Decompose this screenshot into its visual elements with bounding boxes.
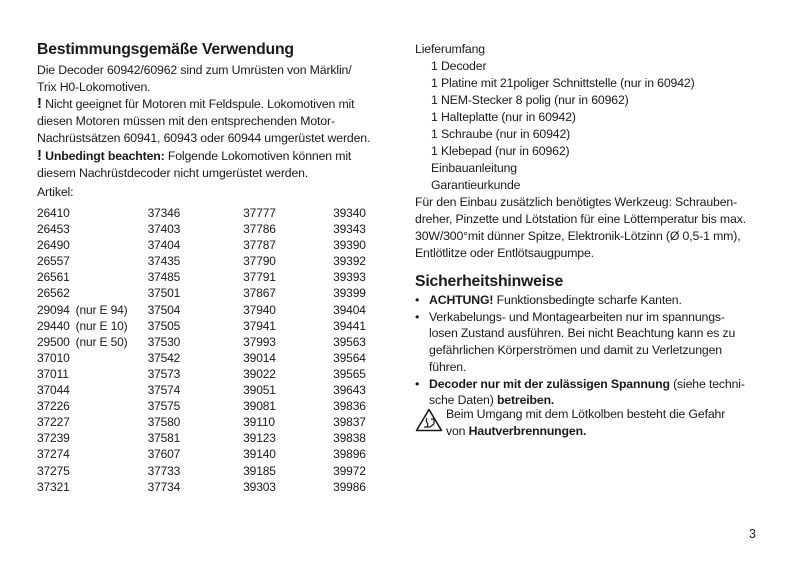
scope-item: 1 NEM-Stecker 8 polig (nur in 60962) <box>431 93 629 107</box>
scope-heading: Lieferumfang <box>415 42 485 56</box>
article-number: 39051 <box>243 383 276 398</box>
article-cell <box>333 382 382 398</box>
note-line: diesem Nachrüstdecoder nicht umgerüstet werden. <box>37 166 309 180</box>
article-number: 37993 <box>243 334 276 349</box>
article-number: 37733 <box>147 463 181 478</box>
article-cell <box>333 446 382 462</box>
article-cell <box>37 269 148 285</box>
note-attention <box>37 148 351 165</box>
article-number: 29500 <box>37 334 70 349</box>
table-row <box>37 382 382 398</box>
article-cell <box>333 318 382 334</box>
article-number: 37485 <box>147 270 181 285</box>
article-number: 39340 <box>333 206 366 220</box>
article-cell <box>37 302 148 318</box>
article-number: 37505 <box>147 318 181 333</box>
list-item <box>415 376 770 409</box>
article-cell <box>243 334 333 350</box>
bullet: • <box>415 309 420 324</box>
article-cell <box>37 366 148 382</box>
bullet: • <box>415 293 420 307</box>
article-number: 37867 <box>243 286 276 301</box>
exclamation-icon: ! <box>37 95 42 112</box>
articles-label: Artikel: <box>37 185 74 199</box>
article-number: 39392 <box>333 254 366 269</box>
article-cell <box>333 334 382 350</box>
table-row <box>37 237 382 253</box>
scope-item: Einbauanleitung <box>431 161 517 175</box>
scope-item: 1 Halteplatte (nur in 60942) <box>431 110 576 124</box>
article-number: 37940 <box>243 302 276 317</box>
article-number: 37791 <box>243 270 276 285</box>
article-cell <box>243 350 333 366</box>
article-cell <box>37 414 148 430</box>
article-cell <box>37 382 148 398</box>
article-cell <box>37 285 148 301</box>
article-cell <box>37 479 148 495</box>
article-number: 39140 <box>243 447 276 462</box>
hint-line: losen Zustand ausführen. Bei nicht Beachtung kann es zu <box>429 326 736 341</box>
article-cell <box>333 479 382 495</box>
article-number: 39986 <box>333 479 366 494</box>
article-number: 26562 <box>37 286 70 301</box>
article-cell <box>333 205 382 221</box>
article-number: 39390 <box>333 238 366 253</box>
article-cell <box>148 269 244 285</box>
article-number: 37226 <box>37 399 70 414</box>
article-number: 37734 <box>147 479 181 494</box>
article-number: 37403 <box>147 222 181 237</box>
article-cell <box>37 463 148 479</box>
article-cell <box>37 430 148 446</box>
article-number: 39838 <box>333 431 366 446</box>
article-cell <box>333 350 382 366</box>
article-cell <box>148 253 244 269</box>
note-motors <box>37 96 354 113</box>
article-number: 37504 <box>147 302 181 317</box>
article-number: 39185 <box>243 463 276 478</box>
intro-line: Trix H0-Lokomotiven. <box>37 80 151 94</box>
article-cell <box>243 414 333 430</box>
article-cell <box>243 366 333 382</box>
note-line: Nachrüstsätzen 60941, 60943 oder 60944 umgerüstet werden. <box>37 131 371 145</box>
article-number: 37346 <box>147 206 181 220</box>
table-row <box>37 366 382 382</box>
scope-item: 1 Schraube (nur in 60942) <box>431 127 571 141</box>
article-number: 37790 <box>243 254 276 269</box>
table-row <box>37 318 382 334</box>
article-cell <box>333 269 382 285</box>
article-cell <box>243 205 333 221</box>
article-cell <box>148 285 244 301</box>
article-number: 37011 <box>37 366 69 381</box>
article-cell <box>333 463 382 479</box>
article-cell <box>148 237 244 253</box>
note-attention-rest: Folgende Lokomotiven können mit <box>167 149 352 163</box>
list-item <box>415 309 770 376</box>
article-number: 37575 <box>147 399 181 414</box>
article-cell <box>333 221 382 237</box>
article-cell <box>37 221 148 237</box>
hint-bold: ACHTUNG! <box>429 293 494 307</box>
article-number: 37435 <box>147 254 181 269</box>
article-number: 37941 <box>243 318 276 333</box>
article-number: 26561 <box>37 270 70 285</box>
article-cell <box>148 382 244 398</box>
table-row <box>37 334 382 350</box>
article-cell <box>243 253 333 269</box>
article-number: 37777 <box>243 206 276 220</box>
article-cell <box>148 205 244 221</box>
article-number: 39643 <box>333 383 366 398</box>
article-number: 37786 <box>243 222 276 237</box>
article-cell <box>37 318 148 334</box>
hot-surface-warning-icon <box>415 408 443 432</box>
article-number: 37501 <box>147 286 181 301</box>
article-cell <box>243 318 333 334</box>
scope-item: 1 Klebepad (nur in 60962) <box>431 144 570 158</box>
hint-text: Funktionsbedingte scharfe Kanten. <box>496 293 682 307</box>
article-number: 26490 <box>37 238 70 253</box>
article-number: 39972 <box>333 463 366 478</box>
scope-item: 1 Decoder <box>431 59 487 73</box>
article-number: 37787 <box>243 238 276 253</box>
article-number: 39303 <box>243 479 276 494</box>
table-row <box>37 398 382 414</box>
intro-line: Die Decoder 60942/60962 sind zum Umrüsten von Märklin/ <box>37 63 352 77</box>
tools-line: Entlötlitze oder Entlötsaugpumpe. <box>415 246 594 260</box>
page-number: 3 <box>749 527 756 541</box>
heading-intended-use: Bestimmungsgemäße Verwendung <box>37 41 294 58</box>
table-row <box>37 221 382 237</box>
table-row <box>37 302 382 318</box>
bullet: • <box>415 376 420 391</box>
article-number: 39399 <box>333 286 366 301</box>
article-number: 37227 <box>37 415 70 430</box>
article-cell <box>37 398 148 414</box>
safety-list <box>415 292 770 409</box>
article-cell <box>243 237 333 253</box>
article-number: 39014 <box>243 350 276 365</box>
article-cell <box>243 285 333 301</box>
article-cell <box>37 350 148 366</box>
article-number: 39564 <box>333 350 366 365</box>
article-number: 39343 <box>333 222 366 237</box>
note-line: Nicht geeignet für Motoren mit Feldspule. Lokomotiven mit <box>45 97 355 111</box>
article-number: 26410 <box>37 206 70 220</box>
table-row <box>37 285 382 301</box>
hint-bold: Decoder nur mit der zulässigen Spannung <box>429 376 670 391</box>
article-number: 29440 <box>37 318 70 333</box>
article-number: 39081 <box>243 399 276 414</box>
article-number: 37010 <box>37 350 70 365</box>
table-row <box>37 446 382 462</box>
table-row <box>37 430 382 446</box>
scope-item: Garantieurkunde <box>431 178 521 192</box>
tools-line: Für den Einbau zusätzlich benötigtes Werkzeug: Schrauben- <box>415 195 738 209</box>
article-cell <box>243 269 333 285</box>
table-row <box>37 253 382 269</box>
warning-text <box>446 406 725 439</box>
article-number: 37607 <box>147 447 181 462</box>
article-cell <box>148 414 244 430</box>
article-number: 37580 <box>147 415 181 430</box>
hint-line: führen. <box>429 359 467 374</box>
article-number: 37404 <box>147 238 181 253</box>
article-cell <box>333 302 382 318</box>
article-cell <box>333 237 382 253</box>
scope-item: 1 Platine mit 21poliger Schnittstelle (nur in 60942) <box>431 76 695 90</box>
article-number: 39393 <box>333 270 366 285</box>
table-row <box>37 269 382 285</box>
article-number: 37044 <box>37 383 70 398</box>
article-number: 39022 <box>243 366 276 381</box>
article-cell <box>37 446 148 462</box>
warning-bold: Hautverbrennungen. <box>468 423 587 438</box>
article-cell <box>148 479 244 495</box>
table-row <box>37 350 382 366</box>
article-cell <box>148 430 244 446</box>
article-number: 37574 <box>147 383 181 398</box>
article-number: 37239 <box>37 431 70 446</box>
article-note: (nur E 94) <box>75 302 128 317</box>
article-cell <box>148 221 244 237</box>
warning-line: Beim Umgang mit dem Lötkolben besteht die Gefahr <box>446 407 726 421</box>
article-number: 37530 <box>147 334 181 349</box>
hint-line <box>429 376 770 393</box>
article-cell <box>148 366 244 382</box>
hint-bold: betreiben. <box>496 393 555 408</box>
article-number: 37274 <box>37 447 70 462</box>
article-number: 39565 <box>333 366 366 381</box>
table-row <box>37 479 382 495</box>
article-cell <box>333 414 382 430</box>
articles-table <box>37 205 382 495</box>
article-cell <box>333 253 382 269</box>
article-number: 39110 <box>243 415 275 430</box>
article-cell <box>243 430 333 446</box>
article-cell <box>333 285 382 301</box>
article-number: 39123 <box>243 431 276 446</box>
table-row <box>37 205 382 221</box>
article-cell <box>148 302 244 318</box>
article-cell <box>243 398 333 414</box>
warning-pre: von <box>446 423 466 438</box>
article-cell <box>148 318 244 334</box>
article-number: 26557 <box>37 254 70 269</box>
article-number: 39837 <box>333 415 366 430</box>
article-number: 39441 <box>333 318 366 333</box>
hint-line: Verkabelungs- und Montagearbeiten nur im spannungs- <box>429 309 725 324</box>
article-cell <box>37 237 148 253</box>
tools-line: dreher, Pinzette und Lötstation für eine Löttemperatur bis max. <box>415 212 746 226</box>
note-attention-bold: Unbedingt beachten: <box>45 149 165 163</box>
article-cell <box>243 382 333 398</box>
article-cell <box>243 302 333 318</box>
article-cell <box>243 463 333 479</box>
hint-line: gefährlichen Körperströmen und damit zu Verletzungen <box>429 343 722 358</box>
article-note: (nur E 50) <box>75 334 128 349</box>
hint-text: sche Daten) <box>429 393 494 408</box>
table-row <box>37 414 382 430</box>
article-number: 37573 <box>147 366 181 381</box>
article-number: 39836 <box>333 399 366 414</box>
article-number: 26453 <box>37 222 70 237</box>
heading-safety: Sicherheitshinweise <box>415 273 564 290</box>
article-cell <box>37 334 148 350</box>
article-cell <box>37 253 148 269</box>
article-cell <box>243 446 333 462</box>
article-cell <box>37 205 148 221</box>
article-cell <box>148 350 244 366</box>
article-cell <box>148 398 244 414</box>
article-number: 37275 <box>37 463 70 478</box>
list-item <box>415 292 770 309</box>
hint-text: (siehe techni- <box>673 376 745 391</box>
article-number: 39896 <box>333 447 366 462</box>
article-note: (nur E 10) <box>75 318 128 333</box>
article-cell <box>148 463 244 479</box>
article-cell <box>243 479 333 495</box>
article-cell <box>333 366 382 382</box>
article-cell <box>148 446 244 462</box>
table-row <box>37 463 382 479</box>
article-number: 29094 <box>37 302 70 317</box>
article-number: 37321 <box>37 479 70 494</box>
note-line: diesen Motoren müssen mit den entsprechenden Motor- <box>37 114 335 128</box>
warning-line <box>446 423 725 440</box>
article-cell <box>333 430 382 446</box>
exclamation-icon: ! <box>37 147 42 164</box>
article-number: 39404 <box>333 302 366 317</box>
article-number: 37581 <box>147 431 181 446</box>
article-number: 39563 <box>333 334 366 349</box>
article-cell <box>148 334 244 350</box>
article-cell <box>333 398 382 414</box>
article-number: 37542 <box>147 350 181 365</box>
tools-line: 30W/300°mit dünner Spitze, Elektronik-Lötzinn (Ø 0,5-1 mm), <box>415 229 741 243</box>
article-cell <box>243 221 333 237</box>
